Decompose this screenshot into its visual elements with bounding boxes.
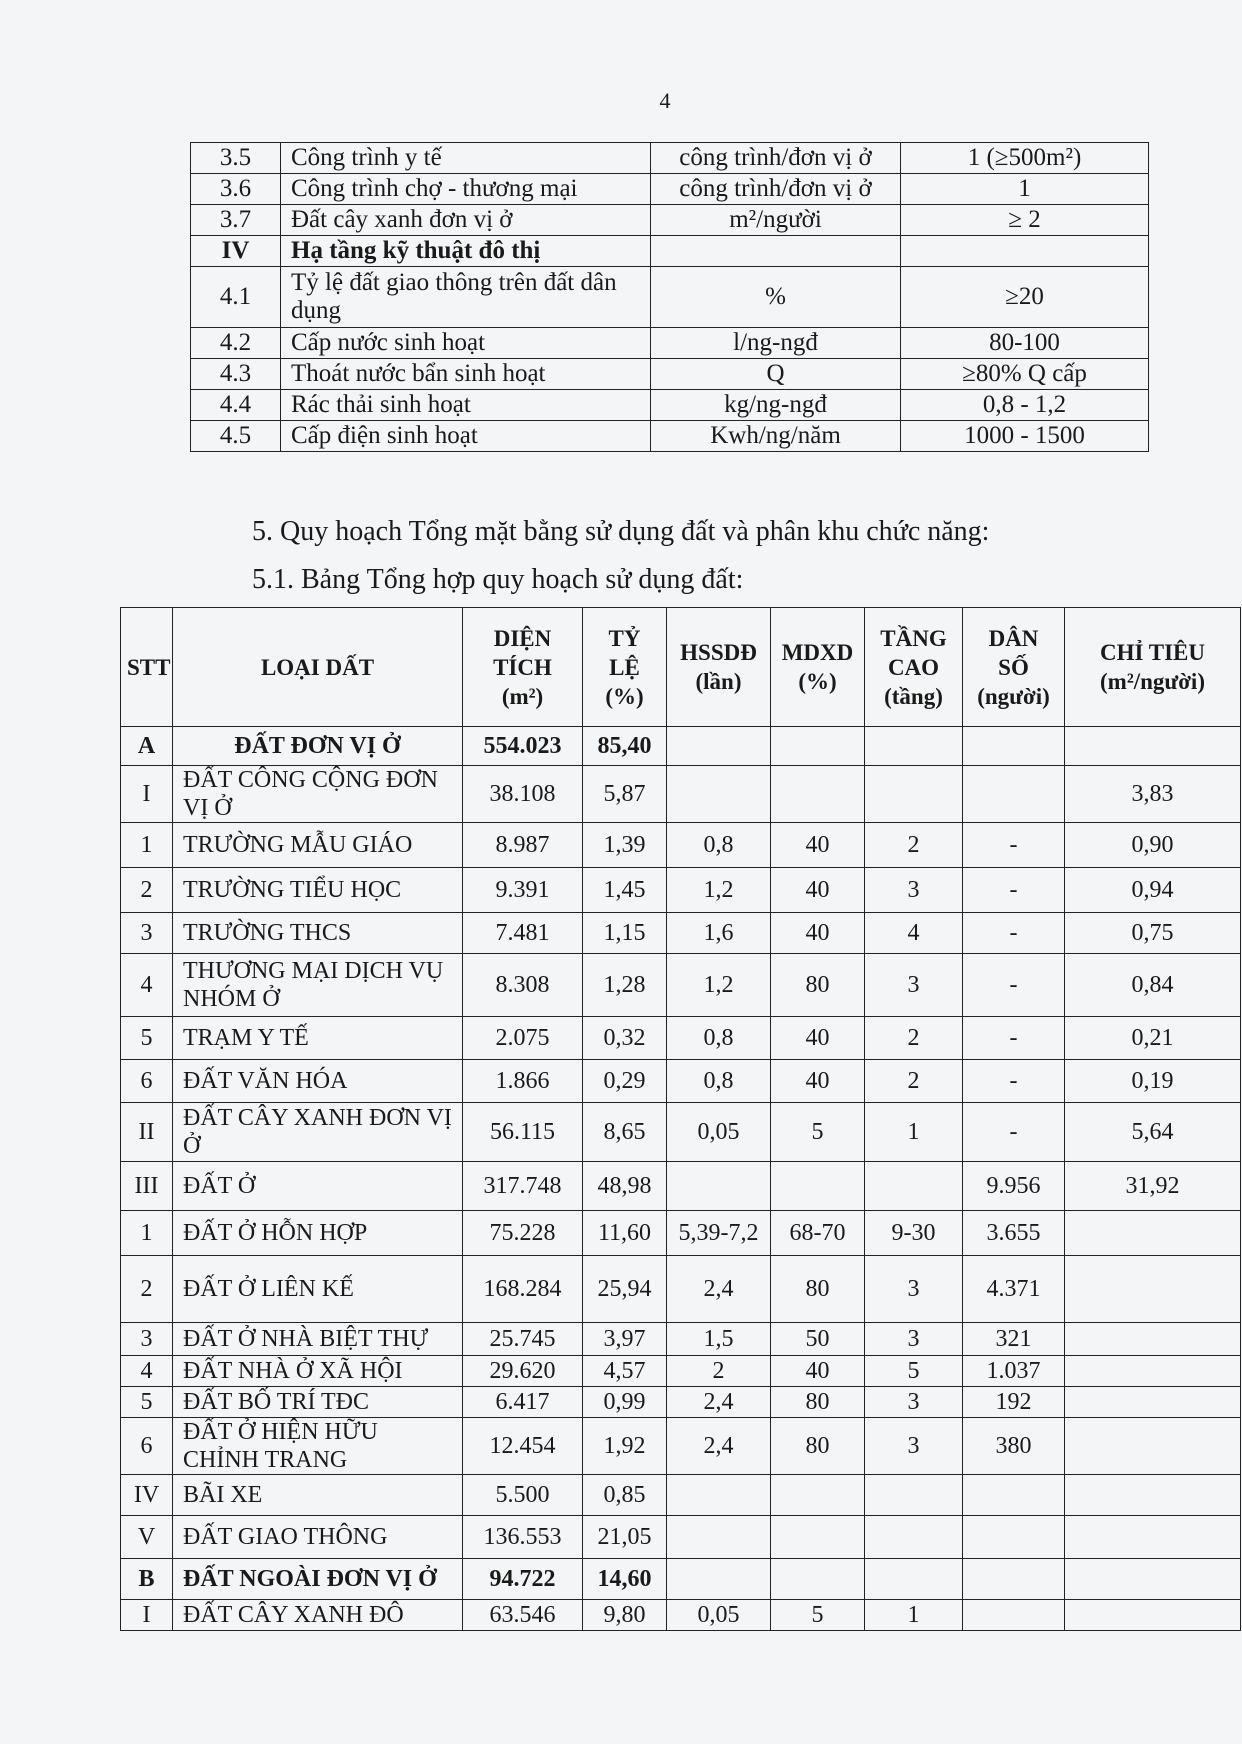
indicator-number: 3.5 [191, 143, 281, 174]
cell-target: 0,19 [1065, 1060, 1241, 1103]
cell-mdxd [771, 1559, 865, 1600]
page-number: 4 [659, 88, 671, 113]
cell-hssdd: 0,05 [667, 1103, 771, 1162]
indicator-row [191, 359, 1149, 390]
cell-mdxd: 40 [771, 868, 865, 913]
table-row [121, 1516, 1241, 1559]
cell-stt: V [121, 1516, 173, 1559]
header-ratio [583, 608, 667, 727]
cell-hssdd [667, 1475, 771, 1516]
header-area-line: (m²) [501, 683, 544, 709]
cell-floors: 2 [865, 1060, 963, 1103]
indicator-name: Công trình y tế [281, 143, 651, 174]
cell-ratio: 4,57 [583, 1356, 667, 1387]
cell-land-type: ĐẤT Ở HIỆN HỮU CHỈNH TRANG [173, 1418, 463, 1475]
indicator-name: Cấp điện sinh hoạt [281, 421, 651, 452]
indicator-row [191, 328, 1149, 359]
header-mdxd-line: (%) [798, 669, 837, 694]
indicator-value: 1 (≥500m²) [901, 143, 1149, 174]
cell-stt: 1 [121, 1211, 173, 1256]
cell-land-type: ĐẤT Ở [173, 1162, 463, 1211]
cell-stt: 1 [121, 823, 173, 868]
cell-ratio: 1,39 [583, 823, 667, 868]
cell-target [1065, 727, 1241, 766]
indicator-value: 80-100 [901, 328, 1149, 359]
cell-hssdd: 2,4 [667, 1418, 771, 1475]
table-row [121, 1600, 1241, 1631]
cell-stt: 2 [121, 868, 173, 913]
cell-land-type: TRẠM Y TẾ [173, 1017, 463, 1060]
cell-area: 25.745 [463, 1323, 583, 1356]
cell-population: 4.371 [963, 1256, 1065, 1323]
cell-floors: 3 [865, 954, 963, 1017]
cell-mdxd [771, 727, 865, 766]
header-type: LOẠI DẤT [173, 608, 463, 727]
cell-land-type: TRƯỜNG MẪU GIÁO [173, 823, 463, 868]
cell-population: 380 [963, 1418, 1065, 1475]
cell-area: 317.748 [463, 1162, 583, 1211]
indicator-number: IV [191, 236, 281, 267]
cell-target [1065, 1256, 1241, 1323]
cell-ratio: 0,32 [583, 1017, 667, 1060]
cell-mdxd: 40 [771, 1017, 865, 1060]
cell-land-type: ĐẤT NHÀ Ở XÃ HỘI [173, 1356, 463, 1387]
header-area-line: TÍCH [493, 654, 552, 680]
cell-target: 5,64 [1065, 1103, 1241, 1162]
cell-floors: 3 [865, 1256, 963, 1323]
cell-mdxd: 40 [771, 1060, 865, 1103]
cell-ratio: 0,99 [583, 1387, 667, 1418]
cell-land-type: ĐẤT CÔNG CỘNG ĐƠN VỊ Ở [173, 766, 463, 823]
cell-mdxd: 40 [771, 823, 865, 868]
cell-target: 0,84 [1065, 954, 1241, 1017]
indicator-value: ≥80% Q cấp [901, 359, 1149, 390]
cell-floors: 3 [865, 1387, 963, 1418]
cell-target: 3,83 [1065, 766, 1241, 823]
indicator-number: 4.1 [191, 267, 281, 328]
cell-floors: 9-30 [865, 1211, 963, 1256]
cell-hssdd: 1,6 [667, 913, 771, 954]
header-stt: STT [121, 608, 173, 727]
cell-population: 3.655 [963, 1211, 1065, 1256]
cell-population: 321 [963, 1323, 1065, 1356]
indicator-name: Công trình chợ - thương mại [281, 174, 651, 205]
indicator-value: ≥ 2 [901, 205, 1149, 236]
table-row [121, 727, 1241, 766]
cell-population: - [963, 1060, 1065, 1103]
header-area [463, 608, 583, 727]
indicator-unit: công trình/đơn vị ở [651, 143, 901, 174]
header-target-line: (m²/người) [1100, 669, 1205, 694]
table-row [121, 868, 1241, 913]
cell-stt: 5 [121, 1387, 173, 1418]
cell-ratio: 0,29 [583, 1060, 667, 1103]
cell-land-type: ĐẤT NGOÀI ĐƠN VỊ Ở [173, 1559, 463, 1600]
cell-target [1065, 1356, 1241, 1387]
indicator-name: Cấp nước sinh hoạt [281, 328, 651, 359]
cell-floors [865, 727, 963, 766]
indicator-unit [651, 236, 901, 267]
cell-floors: 2 [865, 823, 963, 868]
cell-hssdd: 0,8 [667, 1060, 771, 1103]
indicator-row [191, 421, 1149, 452]
cell-floors [865, 1162, 963, 1211]
cell-target: 0,94 [1065, 868, 1241, 913]
cell-population [963, 1475, 1065, 1516]
table-row [121, 766, 1241, 823]
cell-floors: 1 [865, 1600, 963, 1631]
cell-target [1065, 1600, 1241, 1631]
cell-target [1065, 1516, 1241, 1559]
header-target [1065, 608, 1241, 727]
indicator-number: 3.7 [191, 205, 281, 236]
indicator-name: Thoát nước bẩn sinh hoạt [281, 359, 651, 390]
table-row [121, 1356, 1241, 1387]
cell-land-type: ĐẤT VĂN HÓA [173, 1060, 463, 1103]
cell-land-type: ĐẤT BỐ TRÍ TĐC [173, 1387, 463, 1418]
cell-hssdd: 2,4 [667, 1387, 771, 1418]
cell-area: 63.546 [463, 1600, 583, 1631]
cell-stt: I [121, 766, 173, 823]
indicator-unit: % [651, 267, 901, 328]
cell-stt: III [121, 1162, 173, 1211]
cell-floors: 2 [865, 1017, 963, 1060]
cell-target: 0,21 [1065, 1017, 1241, 1060]
cell-area: 7.481 [463, 913, 583, 954]
cell-population: - [963, 913, 1065, 954]
indicator-row [191, 236, 1149, 267]
cell-ratio: 3,97 [583, 1323, 667, 1356]
cell-population [963, 1559, 1065, 1600]
cell-land-type: TRƯỜNG TIỂU HỌC [173, 868, 463, 913]
cell-hssdd: 2,4 [667, 1256, 771, 1323]
indicator-table [190, 142, 1149, 452]
cell-ratio: 48,98 [583, 1162, 667, 1211]
cell-population [963, 1600, 1065, 1631]
cell-target [1065, 1418, 1241, 1475]
cell-target [1065, 1323, 1241, 1356]
cell-population: 1.037 [963, 1356, 1065, 1387]
cell-ratio: 85,40 [583, 727, 667, 766]
cell-land-type: ĐẤT CÂY XANH ĐƠN VỊ Ở [173, 1103, 463, 1162]
cell-area: 8.987 [463, 823, 583, 868]
cell-land-type: ĐẤT CÂY XANH ĐÔ [173, 1600, 463, 1631]
cell-stt: 3 [121, 1323, 173, 1356]
section-heading-5: 5. Quy hoạch Tổng mặt bằng sử dụng đất và phân khu chức năng: [252, 516, 990, 547]
cell-ratio: 21,05 [583, 1516, 667, 1559]
cell-population: 192 [963, 1387, 1065, 1418]
cell-area: 29.620 [463, 1356, 583, 1387]
cell-mdxd [771, 1162, 865, 1211]
header-mdxd [771, 608, 865, 727]
indicator-row [191, 174, 1149, 205]
cell-floors: 1 [865, 1103, 963, 1162]
cell-stt: 6 [121, 1418, 173, 1475]
cell-stt: 5 [121, 1017, 173, 1060]
header-population-line: SỐ [998, 654, 1029, 680]
cell-land-type: TRƯỜNG THCS [173, 913, 463, 954]
cell-hssdd [667, 727, 771, 766]
cell-mdxd [771, 1516, 865, 1559]
cell-mdxd: 80 [771, 1387, 865, 1418]
cell-mdxd: 50 [771, 1323, 865, 1356]
header-population-line: DÂN [988, 625, 1039, 651]
cell-population: - [963, 868, 1065, 913]
table-header-row [121, 608, 1241, 727]
cell-stt: B [121, 1559, 173, 1600]
cell-hssdd: 0,8 [667, 823, 771, 868]
cell-target: 0,75 [1065, 913, 1241, 954]
header-floors-line: TẦNG [880, 625, 947, 651]
cell-floors [865, 766, 963, 823]
cell-floors: 4 [865, 913, 963, 954]
cell-land-type: ĐẤT Ở NHÀ BIỆT THỰ [173, 1323, 463, 1356]
cell-land-type: ĐẤT Ở LIÊN KẾ [173, 1256, 463, 1323]
indicator-number: 4.4 [191, 390, 281, 421]
cell-area: 94.722 [463, 1559, 583, 1600]
cell-ratio: 25,94 [583, 1256, 667, 1323]
table-row [121, 1323, 1241, 1356]
cell-ratio: 1,28 [583, 954, 667, 1017]
cell-floors: 5 [865, 1356, 963, 1387]
cell-target [1065, 1211, 1241, 1256]
cell-hssdd: 1,2 [667, 954, 771, 1017]
indicator-number: 4.5 [191, 421, 281, 452]
indicator-value: ≥20 [901, 267, 1149, 328]
indicator-row [191, 143, 1149, 174]
cell-mdxd: 5 [771, 1103, 865, 1162]
cell-ratio: 8,65 [583, 1103, 667, 1162]
header-hssdd-line: HSSDĐ [680, 640, 757, 665]
indicator-row [191, 390, 1149, 421]
indicator-unit: l/ng-ngđ [651, 328, 901, 359]
header-ratio-line: LỆ [609, 654, 640, 680]
cell-ratio: 9,80 [583, 1600, 667, 1631]
indicator-value: 1000 - 1500 [901, 421, 1149, 452]
cell-mdxd: 80 [771, 1418, 865, 1475]
cell-population: 9.956 [963, 1162, 1065, 1211]
header-hssdd [667, 608, 771, 727]
cell-area: 8.308 [463, 954, 583, 1017]
header-mdxd-line: MDXD [781, 640, 854, 665]
cell-mdxd: 5 [771, 1600, 865, 1631]
indicator-value [901, 236, 1149, 267]
table-row [121, 1162, 1241, 1211]
cell-stt: I [121, 1600, 173, 1631]
table-row [121, 1387, 1241, 1418]
cell-area: 38.108 [463, 766, 583, 823]
cell-mdxd: 80 [771, 1256, 865, 1323]
cell-ratio: 0,85 [583, 1475, 667, 1516]
cell-population: - [963, 954, 1065, 1017]
cell-mdxd [771, 766, 865, 823]
section-heading-5-1: 5.1. Bảng Tổng hợp quy hoạch sử dụng đất: [252, 564, 744, 595]
cell-mdxd: 40 [771, 1356, 865, 1387]
cell-target [1065, 1559, 1241, 1600]
indicator-number: 3.6 [191, 174, 281, 205]
cell-target: 0,90 [1065, 823, 1241, 868]
cell-area: 136.553 [463, 1516, 583, 1559]
cell-area: 9.391 [463, 868, 583, 913]
table-row [121, 1475, 1241, 1516]
cell-hssdd: 1,5 [667, 1323, 771, 1356]
cell-hssdd: 5,39-7,2 [667, 1211, 771, 1256]
cell-land-type: THƯƠNG MẠI DỊCH VỤ NHÓM Ở [173, 954, 463, 1017]
indicator-unit: m²/người [651, 205, 901, 236]
header-floors-line: CAO [887, 654, 940, 680]
indicator-unit: Kwh/ng/năm [651, 421, 901, 452]
cell-population: - [963, 823, 1065, 868]
cell-mdxd: 68-70 [771, 1211, 865, 1256]
cell-hssdd [667, 766, 771, 823]
cell-area: 5.500 [463, 1475, 583, 1516]
cell-mdxd: 80 [771, 954, 865, 1017]
header-ratio-line: (%) [605, 683, 644, 709]
cell-population: - [963, 1103, 1065, 1162]
header-hssdd-line: (lần) [695, 669, 742, 694]
indicator-unit: công trình/đơn vị ở [651, 174, 901, 205]
indicator-row [191, 267, 1149, 328]
table-row [121, 1256, 1241, 1323]
cell-area: 168.284 [463, 1256, 583, 1323]
table-row [121, 1103, 1241, 1162]
cell-ratio: 14,60 [583, 1559, 667, 1600]
cell-mdxd: 40 [771, 913, 865, 954]
header-floors-line: (tầng) [884, 683, 943, 709]
table-row [121, 1559, 1241, 1600]
cell-ratio: 1,92 [583, 1418, 667, 1475]
cell-hssdd: 0,8 [667, 1017, 771, 1060]
cell-hssdd: 2 [667, 1356, 771, 1387]
cell-population [963, 1516, 1065, 1559]
table-row [121, 1060, 1241, 1103]
table-row [121, 954, 1241, 1017]
cell-floors [865, 1475, 963, 1516]
cell-mdxd [771, 1475, 865, 1516]
cell-land-type: ĐẤT GIAO THÔNG [173, 1516, 463, 1559]
cell-hssdd [667, 1559, 771, 1600]
cell-stt: 6 [121, 1060, 173, 1103]
cell-area: 1.866 [463, 1060, 583, 1103]
cell-stt: 4 [121, 954, 173, 1017]
cell-floors [865, 1516, 963, 1559]
indicator-row [191, 205, 1149, 236]
indicator-number: 4.2 [191, 328, 281, 359]
cell-population: - [963, 1017, 1065, 1060]
cell-area: 56.115 [463, 1103, 583, 1162]
indicator-name: Tỷ lệ đất giao thông trên đất dân dụng [281, 267, 651, 328]
header-population [963, 608, 1065, 727]
cell-area: 2.075 [463, 1017, 583, 1060]
cell-stt: 4 [121, 1356, 173, 1387]
cell-hssdd: 0,05 [667, 1600, 771, 1631]
cell-target [1065, 1475, 1241, 1516]
cell-ratio: 5,87 [583, 766, 667, 823]
cell-land-type: ĐẤT Ở HỖN HỢP [173, 1211, 463, 1256]
header-area-line: DIỆN [493, 625, 552, 651]
cell-ratio: 1,15 [583, 913, 667, 954]
cell-land-type: ĐẤT ĐƠN VỊ Ở [173, 727, 463, 766]
cell-target: 31,92 [1065, 1162, 1241, 1211]
table-row [121, 1017, 1241, 1060]
header-target-line: CHỈ TIÊU [1099, 640, 1206, 665]
cell-stt: II [121, 1103, 173, 1162]
cell-area: 554.023 [463, 727, 583, 766]
indicator-unit: kg/ng-ngđ [651, 390, 901, 421]
indicator-number: 4.3 [191, 359, 281, 390]
land-use-table [120, 607, 1241, 1631]
cell-hssdd [667, 1162, 771, 1211]
cell-stt: A [121, 727, 173, 766]
indicator-value: 0,8 - 1,2 [901, 390, 1149, 421]
cell-area: 12.454 [463, 1418, 583, 1475]
header-population-line: (người) [977, 683, 1050, 709]
indicator-name: Đất cây xanh đơn vị ở [281, 205, 651, 236]
cell-stt: 3 [121, 913, 173, 954]
cell-population [963, 766, 1065, 823]
cell-floors: 3 [865, 868, 963, 913]
cell-ratio: 1,45 [583, 868, 667, 913]
cell-floors: 3 [865, 1323, 963, 1356]
cell-stt: IV [121, 1475, 173, 1516]
table-row [121, 823, 1241, 868]
indicator-name: Hạ tầng kỹ thuật đô thị [281, 236, 651, 267]
table-row [121, 1211, 1241, 1256]
cell-population [963, 727, 1065, 766]
cell-target [1065, 1387, 1241, 1418]
header-floors [865, 608, 963, 727]
cell-hssdd: 1,2 [667, 868, 771, 913]
cell-area: 75.228 [463, 1211, 583, 1256]
table-row [121, 913, 1241, 954]
indicator-value: 1 [901, 174, 1149, 205]
cell-area: 6.417 [463, 1387, 583, 1418]
table-row [121, 1418, 1241, 1475]
cell-ratio: 11,60 [583, 1211, 667, 1256]
indicator-unit: Q [651, 359, 901, 390]
cell-land-type: BÃI XE [173, 1475, 463, 1516]
indicator-name: Rác thải sinh hoạt [281, 390, 651, 421]
cell-floors [865, 1559, 963, 1600]
header-ratio-line: TỶ [608, 625, 641, 651]
cell-hssdd [667, 1516, 771, 1559]
cell-stt: 2 [121, 1256, 173, 1323]
cell-floors: 3 [865, 1418, 963, 1475]
